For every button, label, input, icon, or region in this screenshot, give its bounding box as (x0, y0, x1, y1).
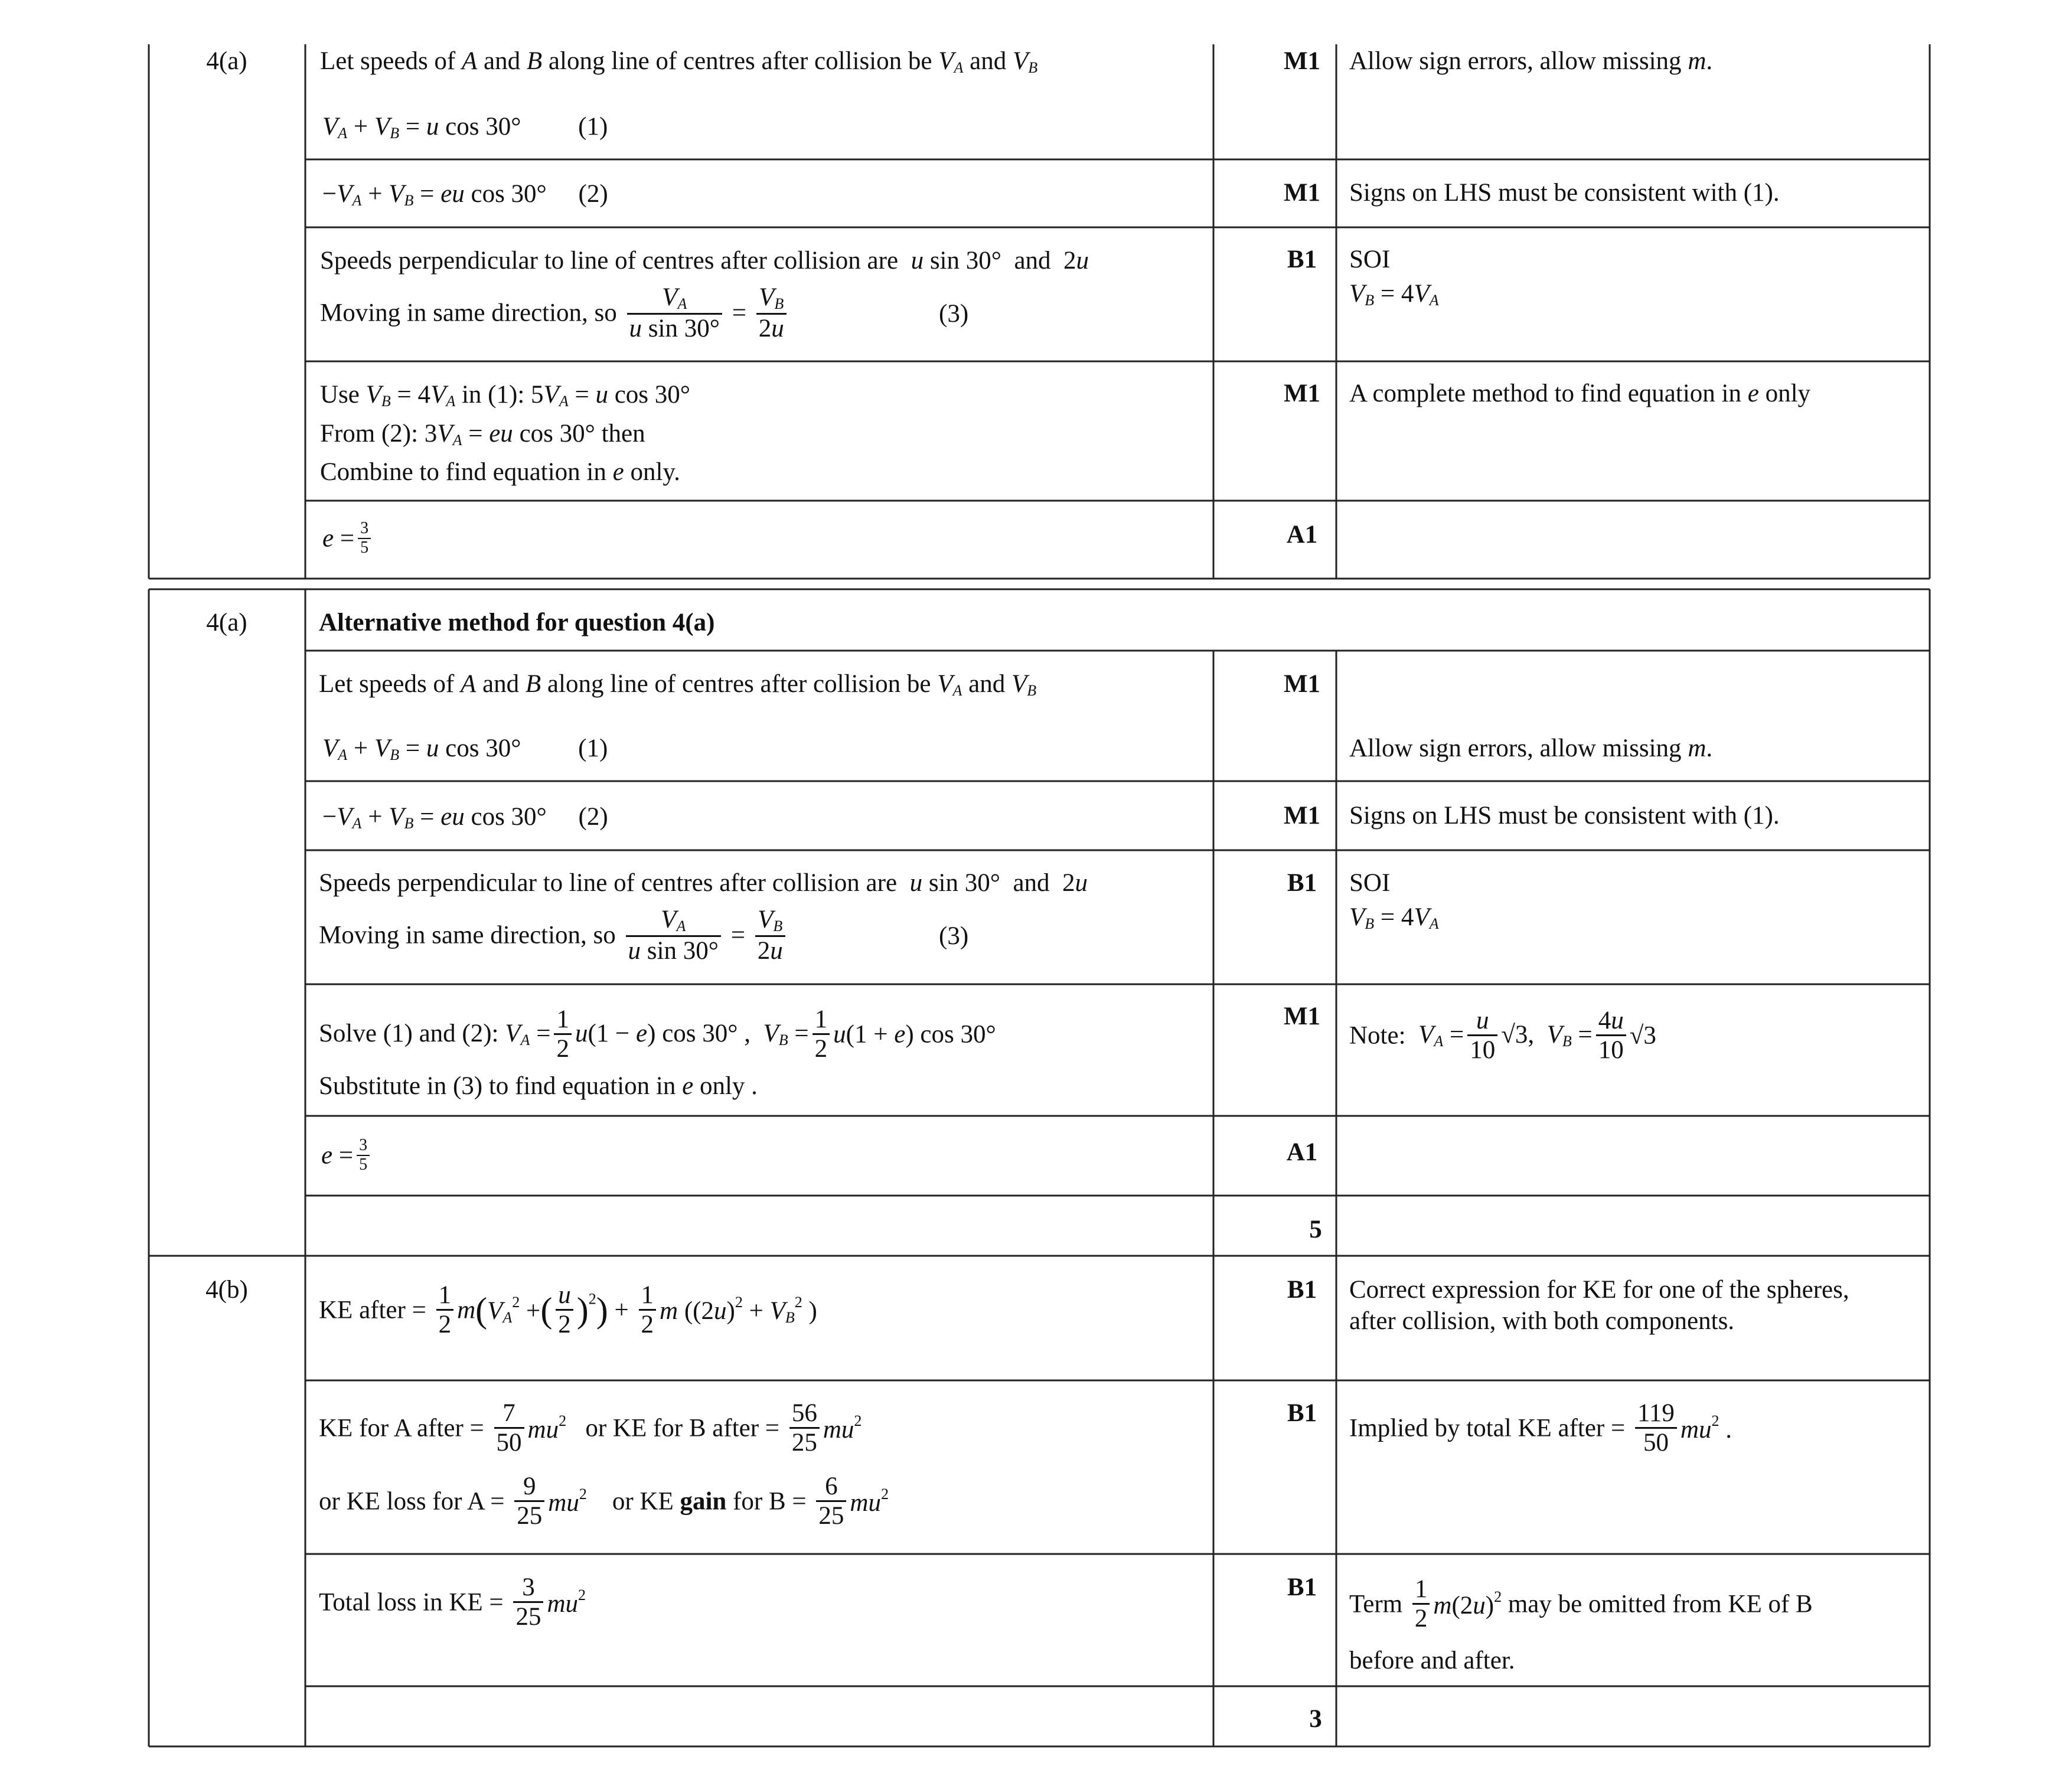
guidance-text: Allow sign errors, allow missing m. (1349, 734, 1713, 762)
equation-1: $V_A + V_B = u$ cos 30° (1) (322, 113, 608, 142)
answer-text: Total loss in KE = $\frac{3}{25}$ $mu^2$ (319, 1573, 586, 1631)
section-heading: Alternative method for question 4(a) (319, 609, 715, 636)
mark-m1: M1 (1283, 380, 1321, 407)
answer-value: e = $\frac{3}{5}$ (321, 1137, 373, 1174)
answer-text: Solve (1) and (2): $V_A$ = $\frac{1}{2}$ u(1 − e) cos 30° , $V_B$ = $\frac{1}{2}$ u(1 + e) cos 30° (319, 1005, 996, 1063)
answer-text: KE after = $\frac{1}{2}$ $m(V_A^2$ +( $\frac{u}{2}$ )$^2$) + $\frac{1}{2}$ m ($(2u)^2 + V_B^2$ ) (319, 1281, 817, 1339)
guidance-text: SOI (1349, 869, 1391, 897)
mark-b1: B1 (1287, 869, 1317, 897)
guidance-text: $V_B = 4V_A$ (1349, 903, 1439, 932)
guidance-text: Implied by total KE after = $\frac{119}{50}$ $mu^2$ . (1349, 1399, 1732, 1457)
answer-text: or KE loss for A = $\frac{9}{25}$ $mu^2$ or KE gain for B = $\frac{6}{25}$ $mu^2$ (319, 1472, 889, 1530)
equation-2: $-V_A + V_B$ = eu cos 30° (2) (322, 803, 608, 832)
equation-tag: (3) (939, 300, 969, 328)
guidance-text: Signs on LHS must be consistent with (1). (1349, 802, 1780, 830)
guidance-text: after collision, with both components. (1349, 1307, 1735, 1335)
answer-text: From (2): $3V_A$ = eu cos 30° then (320, 420, 645, 449)
mark-b1: B1 (1287, 246, 1317, 273)
note-label: Note: (1349, 1021, 1406, 1050)
answer-text: Combine to find equation in e only. (320, 458, 680, 486)
guidance-text: Signs on LHS must be consistent with (1). (1349, 179, 1780, 207)
mark-m1: M1 (1283, 179, 1321, 207)
mark-m1: M1 (1283, 670, 1321, 698)
answer-text: Moving in same direction, so $\frac{V_A}{\text{u sin 30°}}$ = $\frac{V_B}{2u}$ (320, 283, 790, 342)
answer-text: Let speeds of A and B along line of centres after collision be $V_A$ and $V_B$ (320, 47, 1038, 76)
guidance-text: Correct expression for KE for one of the spheres, (1349, 1276, 1849, 1304)
mark-a1: A1 (1286, 521, 1318, 548)
equation-tag: (3) (939, 922, 969, 950)
guidance-text: Allow sign errors, allow missing m. (1349, 47, 1713, 75)
equation-1: $V_A + V_B = u$ cos 30° (1) (322, 734, 608, 763)
answer-text: Moving in same direction, so $\frac{V_A}{\text{u sin 30°}}$ = $\frac{V_B}{2u}$ (319, 906, 789, 965)
answer-text: Speeds perpendicular to line of centres after collision are u sin 30° and 2u (319, 869, 1088, 897)
answer-text: Substitute in (3) to find equation in e only . (319, 1072, 758, 1100)
mark-b1: B1 (1287, 1573, 1317, 1601)
mark-a1: A1 (1286, 1138, 1318, 1166)
ke-after-label: KE after = (319, 1296, 426, 1324)
equation-2: $-V_A + V_B$ = eu cos 30° (2) (322, 180, 608, 209)
answer-text: Use $V_B = 4V_A$ in (1): $5V_A = u$ cos 30° (320, 381, 690, 410)
mark-m1: M1 (1283, 47, 1321, 75)
total-marks: 5 (1309, 1216, 1322, 1243)
question-number: 4(b) (205, 1276, 248, 1304)
answer-text: KE for A after = $\frac{7}{50}$ $mu^2$ or KE for B after = $\frac{56}{25}$ $mu^2$ (319, 1399, 862, 1457)
guidance-text: SOI (1349, 246, 1391, 273)
guidance-text: A complete method to find equation in e only (1349, 380, 1811, 407)
question-number: 4(a) (206, 609, 247, 636)
question-number: 4(a) (206, 47, 247, 75)
total-marks: 3 (1309, 1705, 1322, 1733)
guidance-text: Term $\frac{1}{2}$ $m(2u)^2$ may be omitted from KE of B (1349, 1575, 1813, 1633)
answer-text: Let speeds of A and B along line of centres after collision be $V_A$ and $V_B$ (319, 670, 1037, 699)
guidance-note: Note: $V_A$ = $\frac{u}{10}$ √3, $V_B$ = $\frac{4u}{10}$ √3 (1349, 1007, 1656, 1065)
answer-text: Speeds perpendicular to line of centres after collision are u sin 30° and 2u (320, 247, 1089, 275)
guidance-text: $V_B = 4V_A$ (1349, 280, 1439, 309)
mark-m1: M1 (1283, 1003, 1321, 1030)
answer-value: e = $\frac{3}{5}$ (322, 520, 374, 557)
mark-m1: M1 (1283, 802, 1321, 830)
mark-b1: B1 (1287, 1399, 1317, 1427)
mark-b1: B1 (1287, 1276, 1317, 1304)
guidance-text: before and after. (1349, 1647, 1515, 1674)
